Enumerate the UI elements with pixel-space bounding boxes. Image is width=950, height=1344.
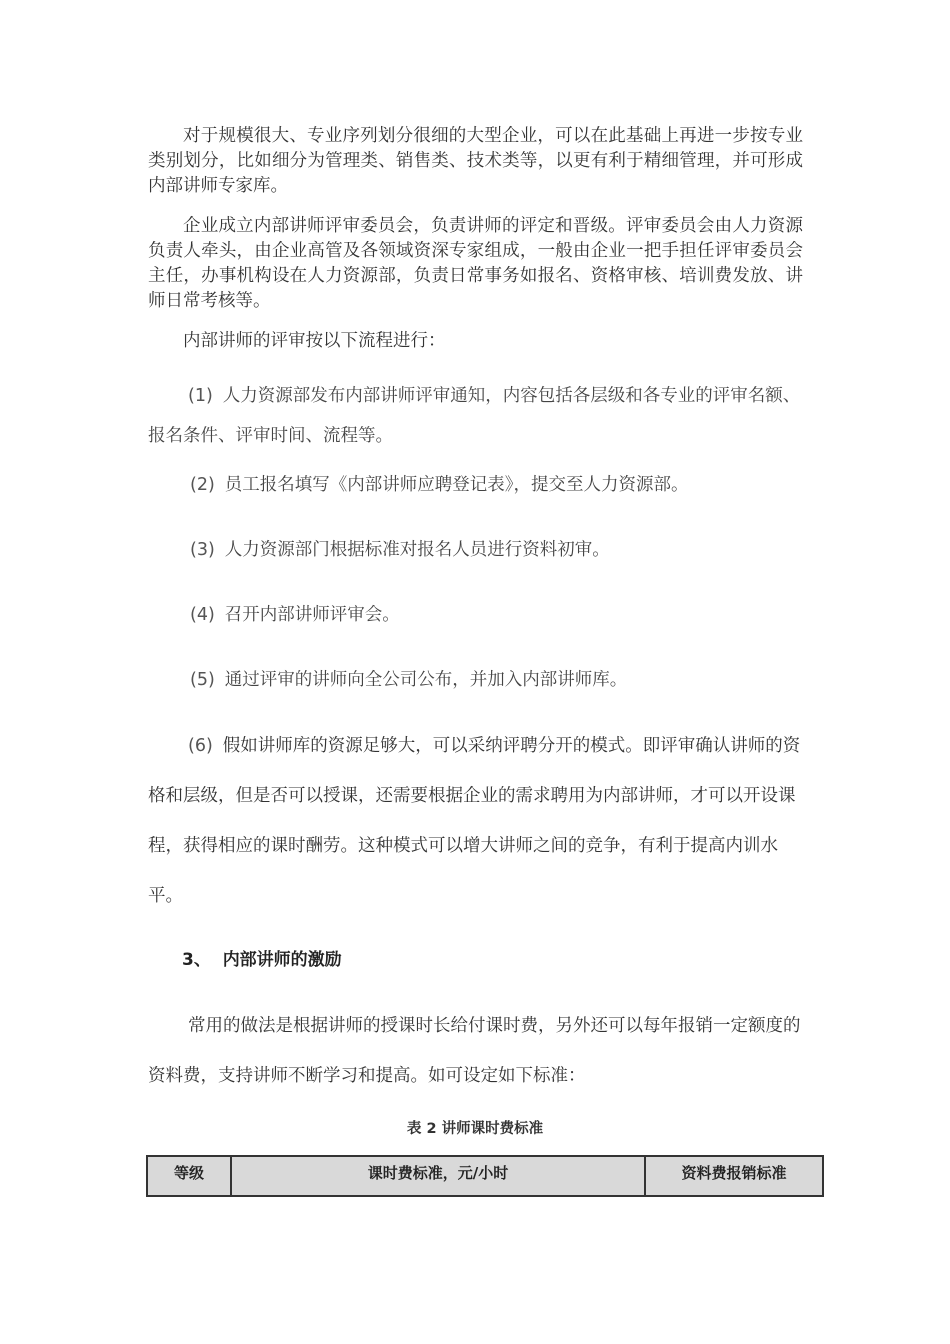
table-caption: 表 2 讲师课时费标准 [406, 1121, 544, 1137]
step-text: 假如讲师库的资源足够大，可以采纳评聘分开的模式。即评审确认讲师的资格和层级，但是否可以授课，还需要根据企业的需求聘用为内部讲师，才可以开设课程，获得相应的课时酬劳。这种模式可以增大讲师之间的竞争，有利于提高内训水平。 [148, 736, 801, 906]
section-title: 内部讲师的激励 [222, 950, 342, 970]
step-item-3 [148, 535, 850, 565]
section-number: 3、 [182, 950, 211, 970]
step-number: (5) [190, 670, 215, 690]
step-number: (1) [188, 386, 213, 406]
step-text: 人力资源部门根据标准对报名人员进行资料初审。 [224, 540, 610, 560]
step-item-5 [148, 665, 850, 695]
step-number: (4) [190, 605, 215, 625]
paragraph-process-intro: 内部讲师的评审按以下流程进行： [183, 331, 446, 351]
paragraph-review-committee: 企业成立内部讲师评审委员会，负责讲师的评定和晋级。评审委员会由人力资源负责人牵头，由企业高管及各领域资深专家组成，一般由企业一把手担任评审委员会主任，办事机构设在人力资源部，负责日常事务如报名、资格审核、培训费发放、讲师日常考核等。 [148, 216, 803, 311]
step-number: (3) [190, 540, 215, 560]
header-material-fee: 资料费报销标准 [645, 1156, 823, 1196]
step-item-4 [148, 600, 850, 630]
step-item-2 [148, 470, 850, 500]
step-text: 人力资源部发布内部讲师评审通知，内容包括各层级和各专业的评审名额、报名条件、评审时间、流程等。 [148, 386, 801, 446]
paragraph-expert-library: 对于规模很大、专业序列划分很细的大型企业，可以在此基础上再进一步按专业类别划分，比如细分为管理类、销售类、技术类等，以更有利于精细管理，并可形成内部讲师专家库。 [148, 126, 803, 196]
paragraph-incentive: 常用的做法是根据讲师的授课时长给付课时费，另外还可以每年报销一定额度的资料费，支持讲师不断学习和提高。如可设定如下标准： [148, 1016, 801, 1086]
step-number: (6) [188, 736, 213, 756]
step-item-1 [148, 376, 808, 456]
step-number: (2) [190, 475, 215, 495]
section-heading [182, 945, 342, 970]
step-text: 召开内部讲师评审会。 [224, 605, 400, 625]
step-item-6 [148, 721, 808, 921]
step-text: 员工报名填写《内部讲师应聘登记表》，提交至人力资源部。 [224, 475, 689, 495]
table-header-row [147, 1156, 823, 1196]
step-text: 通过评审的讲师向全公司公布，并加入内部讲师库。 [224, 670, 628, 690]
header-hourly-fee: 课时费标准，元/小时 [231, 1156, 645, 1196]
header-level: 等级 [147, 1156, 231, 1196]
lecturer-fee-table [146, 1155, 824, 1197]
